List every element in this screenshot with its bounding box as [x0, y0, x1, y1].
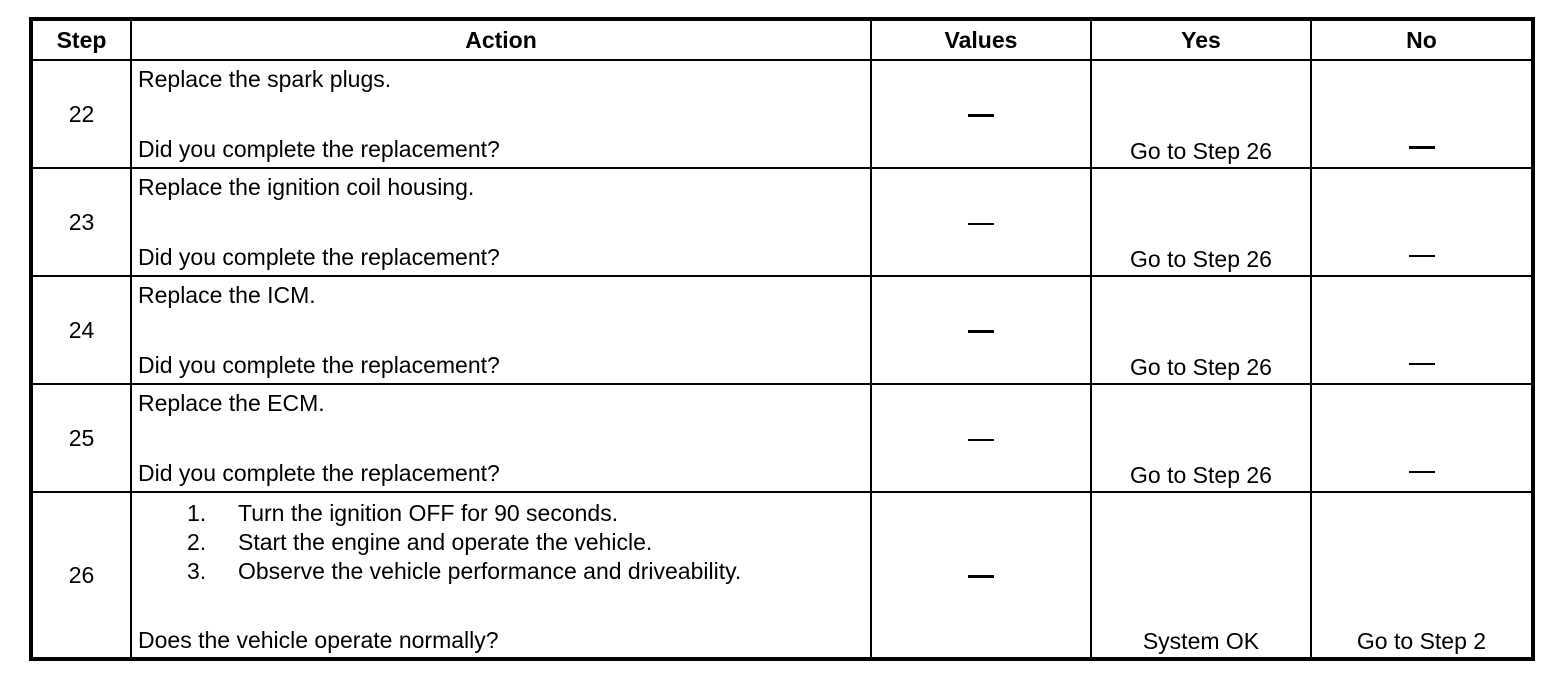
step-number: 22: [31, 60, 131, 168]
no-cell: Go to Step 2: [1311, 492, 1533, 659]
step-number: 23: [31, 168, 131, 276]
substep-number: 1.: [187, 500, 207, 526]
values-dash: [968, 330, 994, 333]
step-number: 26: [31, 492, 131, 659]
no-cell: [1311, 384, 1533, 492]
question-text: Did you complete the replacement?: [138, 460, 500, 486]
table-row: [31, 168, 1533, 276]
table-row: [31, 276, 1533, 384]
substep-item: [187, 528, 741, 557]
values-cell: [871, 60, 1091, 168]
question-text: Does the vehicle operate normally?: [138, 627, 499, 653]
substep-text: Start the engine and operate the vehicle.: [238, 529, 653, 555]
values-dash: [968, 114, 994, 117]
header-action: Action: [131, 19, 871, 60]
no-dash: [1409, 471, 1435, 473]
question-text: Did you complete the replacement?: [138, 136, 500, 162]
question-text: Did you complete the replacement?: [138, 352, 500, 378]
values-cell: [871, 492, 1091, 659]
no-dash: [1409, 146, 1435, 149]
no-dash: [1409, 255, 1435, 257]
header-row: [31, 19, 1533, 60]
no-dash: [1409, 363, 1435, 365]
action-cell: [131, 492, 871, 659]
no-cell: [1311, 60, 1533, 168]
values-cell: [871, 276, 1091, 384]
no-cell: [1311, 168, 1533, 276]
values-dash: [968, 223, 994, 225]
values-dash: [968, 439, 994, 441]
table-row: [31, 492, 1533, 659]
substep-text: Observe the vehicle performance and driveability.: [238, 558, 742, 584]
substep-item: [187, 557, 741, 586]
yes-cell: Go to Step 26: [1091, 168, 1311, 276]
diagnostic-table: [29, 17, 1535, 661]
step-number: 25: [31, 384, 131, 492]
substep-text: Turn the ignition OFF for 90 seconds.: [238, 500, 619, 526]
yes-cell: System OK: [1091, 492, 1311, 659]
action-text: Replace the ignition coil housing.: [138, 174, 475, 200]
substep-item: [187, 499, 741, 528]
substep-list: [187, 499, 741, 586]
step-number: 24: [31, 276, 131, 384]
header-step: Step: [31, 19, 131, 60]
yes-cell: Go to Step 26: [1091, 384, 1311, 492]
values-cell: [871, 384, 1091, 492]
action-text: Replace the ICM.: [138, 282, 316, 308]
table-row: [31, 60, 1533, 168]
substep-number: 2.: [187, 529, 207, 555]
yes-cell: Go to Step 26: [1091, 276, 1311, 384]
header-yes: Yes: [1091, 19, 1311, 60]
no-cell: [1311, 276, 1533, 384]
action-cell: [131, 60, 871, 168]
header-no: No: [1311, 19, 1533, 60]
action-cell: [131, 276, 871, 384]
table-row: [31, 384, 1533, 492]
header-values: Values: [871, 19, 1091, 60]
action-text: Replace the ECM.: [138, 390, 325, 416]
values-dash: [968, 575, 994, 578]
substep-number: 3.: [187, 558, 207, 584]
question-text: Did you complete the replacement?: [138, 244, 500, 270]
action-text: Replace the spark plugs.: [138, 66, 392, 92]
action-cell: [131, 384, 871, 492]
yes-cell: Go to Step 26: [1091, 60, 1311, 168]
values-cell: [871, 168, 1091, 276]
action-cell: [131, 168, 871, 276]
